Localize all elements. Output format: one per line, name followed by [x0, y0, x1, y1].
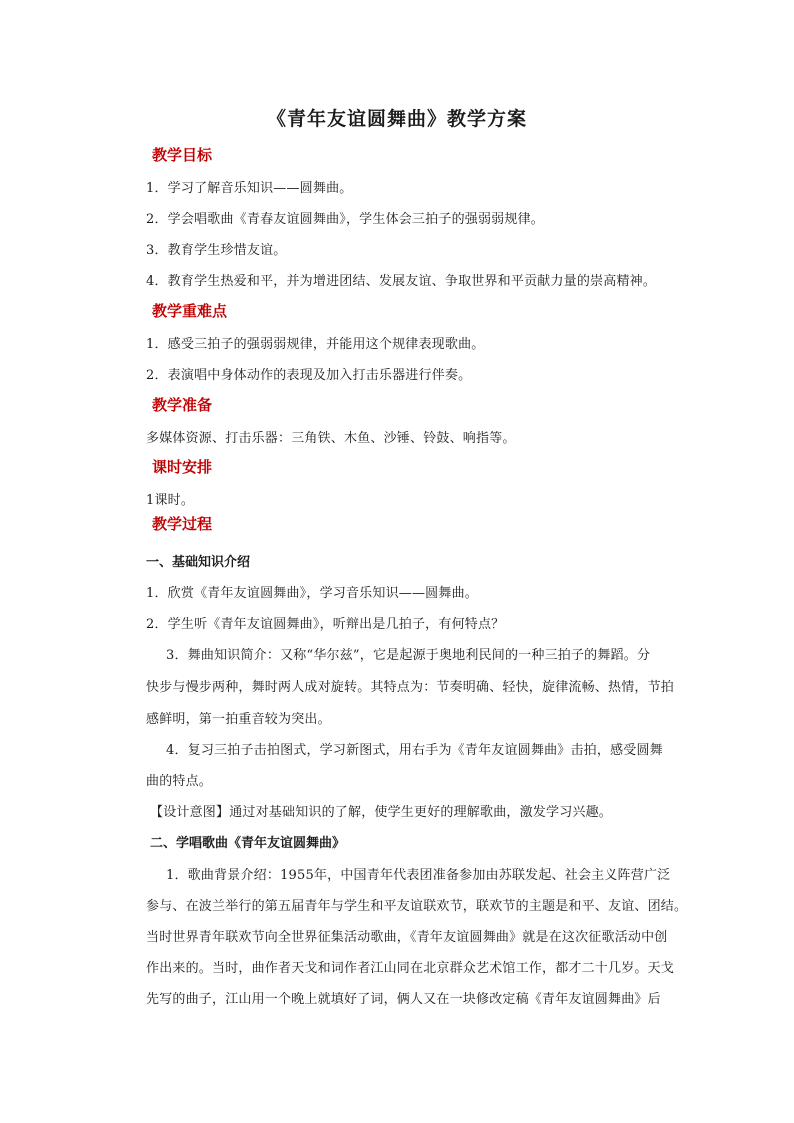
process-part2-item-1-line-1: 1．歌曲背景介绍：1955年，中国青年代表团准备参加由苏联发起、社会主义阵营广泛 — [166, 868, 671, 883]
section-heading-goals: 教学目标 — [152, 146, 213, 164]
goal-item-1: 1．学习了解音乐知识——圆舞曲。 — [146, 181, 353, 196]
process-part2-item-1-line-2: 参与、在波兰举行的第五届青年与学生和平友谊联欢节，联欢节的主题是和平、友谊、团结。 — [146, 899, 688, 914]
process-part1-item-3-line-2: 快步与慢步两种，舞时两人成对旋转。其特点为：节奏明确、轻快，旋律流畅、热情，节拍 — [146, 680, 675, 695]
process-part2-item-1-line-5: 先写的曲子，江山用一个晚上就填好了词，俩人又在一块修改定稿《青年友谊圆舞曲》后 — [146, 992, 661, 1007]
process-part1-item-3-line-1: 3．舞曲知识简介：又称“华尔兹”，它是起源于奥地利民间的一种三拍子的舞蹈。分 — [166, 648, 651, 663]
process-part1-design-intent: 【设计意图】通过对基础知识的了解，使学生更好的理解歌曲，激发学习兴趣。 — [150, 805, 613, 820]
schedule-text: 1课时。 — [146, 493, 195, 508]
process-part1-item-4-line-1: 4．复习三拍子击拍图式，学习新图式，用右手为《青年友谊圆舞曲》击拍，感受圆舞 — [166, 743, 663, 758]
process-part2-item-1-line-3: 当时世界青年联欢节向全世界征集活动歌曲，《青年友谊圆舞曲》就是在这次征歌活动中创 — [146, 930, 668, 945]
process-part1-item-3-line-3: 感鲜明，第一拍重音较为突出。 — [146, 712, 331, 727]
key-point-item-2: 2．表演唱中身体动作的表现及加入打击乐器进行伴奏。 — [146, 368, 472, 383]
process-part2-item-1-line-4: 作出来的。当时，曲作者天戈和词作者江山同在北京群众艺术馆工作，都才二十几岁。天戈 — [146, 961, 675, 976]
process-part1-item-4-line-2: 曲的特点。 — [146, 774, 213, 789]
document-title: 《青年友谊圆舞曲》教学方案 — [266, 108, 527, 130]
process-part1-item-2: 2．学生听《青年友谊圆舞曲》，听辩出是几拍子，有何特点？ — [146, 617, 505, 632]
section-heading-process: 教学过程 — [152, 515, 213, 533]
goal-item-2: 2．学会唱歌曲《青春友谊圆舞曲》，学生体会三拍子的强弱弱规律。 — [146, 212, 544, 227]
process-part2-title: 二、学唱歌曲《青年友谊圆舞曲》 — [150, 836, 346, 851]
goal-item-4: 4．教育学生热爱和平，并为增进团结、发展友谊、争取世界和平贡献力量的崇高精神。 — [146, 274, 657, 289]
section-heading-schedule: 课时安排 — [152, 458, 213, 476]
process-part1-item-1: 1．欣赏《青年友谊圆舞曲》，学习音乐知识——圆舞曲。 — [146, 586, 478, 601]
key-point-item-1: 1．感受三拍子的强弱弱规律，并能用这个规律表现歌曲。 — [146, 337, 485, 352]
section-heading-key-points: 教学重难点 — [152, 302, 228, 320]
section-heading-preparation: 教学准备 — [152, 396, 213, 414]
preparation-text: 多媒体资源、打击乐器：三角铁、木鱼、沙锤、铃鼓、响指等。 — [146, 431, 516, 446]
goal-item-3: 3．教育学生珍惜友谊。 — [146, 243, 287, 258]
process-part1-title: 一、基础知识介绍 — [146, 555, 251, 570]
